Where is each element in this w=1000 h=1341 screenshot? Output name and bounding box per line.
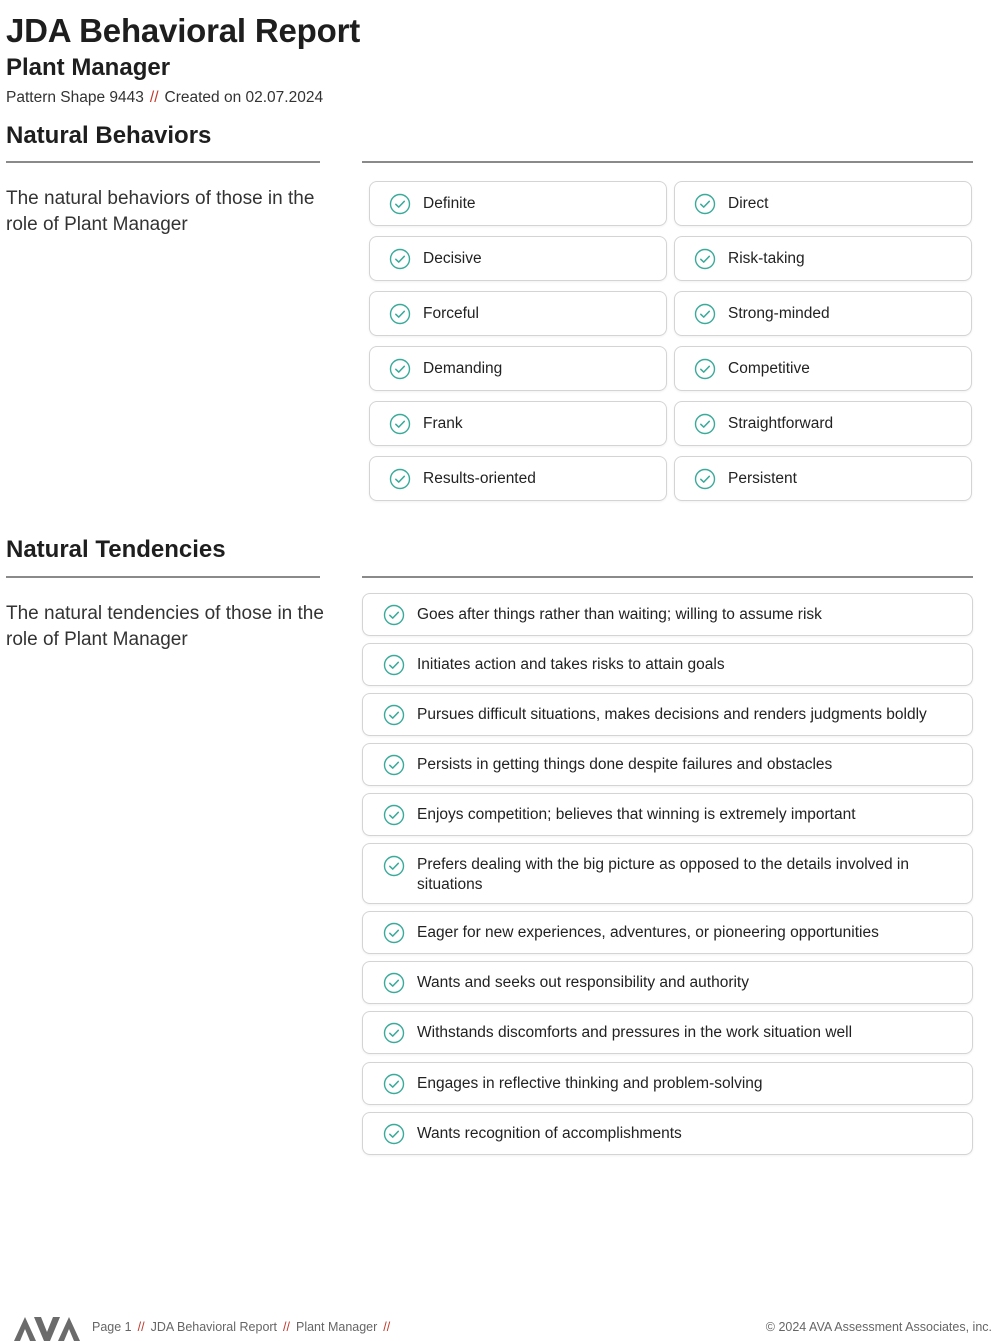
check-circle-icon <box>694 358 716 380</box>
tendency-label: Enjoys competition; believes that winning is extremely important <box>417 805 856 823</box>
tendency-card <box>362 961 973 1004</box>
behavior-card <box>674 401 972 446</box>
check-circle-icon <box>383 654 405 676</box>
check-circle-icon <box>389 248 411 270</box>
footer-role-name: Plant Manager <box>295 1320 378 1334</box>
behaviors-divider-right <box>362 161 973 163</box>
behavior-label: Demanding <box>423 359 503 377</box>
check-circle-icon <box>383 855 405 877</box>
check-circle-icon <box>389 303 411 325</box>
check-circle-icon <box>383 922 405 944</box>
tendencies-description: The natural tendencies of those in the role of Plant Manager <box>6 603 324 650</box>
check-circle-icon <box>694 193 716 215</box>
check-circle-icon <box>389 193 411 215</box>
tendency-card <box>362 911 973 954</box>
tendency-label: Eager for new experiences, adventures, or pioneering opportunities <box>417 923 879 941</box>
check-circle-icon <box>694 468 716 490</box>
tendency-card <box>362 693 973 736</box>
footer-breadcrumb <box>92 1320 396 1334</box>
check-circle-icon <box>389 358 411 380</box>
behavior-label: Results-oriented <box>423 469 536 487</box>
footer-page-number: Page 1 <box>92 1320 132 1334</box>
behavior-label: Strong-minded <box>728 304 830 322</box>
behavior-card <box>369 346 667 391</box>
check-circle-icon <box>694 248 716 270</box>
footer-report-name: JDA Behavioral Report <box>150 1320 278 1334</box>
behavior-card <box>674 236 972 281</box>
behavior-label: Forceful <box>423 304 479 322</box>
tendency-card <box>362 643 973 686</box>
tendency-card <box>362 593 973 636</box>
behavior-card <box>369 236 667 281</box>
tendency-card <box>362 1062 973 1105</box>
behavior-label: Straightforward <box>728 414 834 432</box>
check-circle-icon <box>383 1022 405 1044</box>
behavior-label: Competitive <box>728 359 810 377</box>
behavior-label: Definite <box>423 194 476 212</box>
check-circle-icon <box>694 303 716 325</box>
behavior-card <box>674 456 972 501</box>
footer-separator: // <box>383 1320 391 1334</box>
tendency-label: Pursues difficult situations, makes decisions and renders judgments boldly <box>417 705 927 723</box>
tendency-card <box>362 743 973 786</box>
tendency-label: Prefers dealing with the big picture as opposed to the details involved in situations <box>417 856 909 893</box>
behavior-label: Persistent <box>728 469 797 487</box>
behavior-label: Direct <box>728 194 769 212</box>
check-circle-icon <box>383 754 405 776</box>
check-circle-icon <box>383 1123 405 1145</box>
behaviors-description: The natural behaviors of those in the role of Plant Manager <box>6 188 315 235</box>
created-date: Created on 02.07.2024 <box>164 89 324 106</box>
page-footer <box>0 1310 1000 1341</box>
tendency-label: Initiates action and takes risks to attain goals <box>417 655 725 673</box>
check-circle-icon <box>389 468 411 490</box>
footer-separator: // <box>283 1320 290 1334</box>
check-circle-icon <box>383 972 405 994</box>
ava-logo-icon <box>14 1314 80 1341</box>
tendency-label: Goes after things rather than waiting; willing to assume risk <box>417 605 822 623</box>
tendency-label: Wants and seeks out responsibility and authority <box>417 973 749 991</box>
check-circle-icon <box>383 704 405 726</box>
report-header <box>6 10 360 108</box>
check-circle-icon <box>383 1073 405 1095</box>
behaviors-divider-left <box>6 161 320 163</box>
report-title: JDA Behavioral Report <box>6 12 360 49</box>
tendency-label: Engages in reflective thinking and problem-solving <box>417 1074 763 1092</box>
tendencies-divider-left <box>6 576 320 578</box>
meta-separator: // <box>149 89 159 106</box>
behavior-card <box>369 181 667 226</box>
tendency-card <box>362 1112 973 1155</box>
behavior-label: Frank <box>423 414 463 432</box>
tendency-label: Persists in getting things done despite failures and obstacles <box>417 755 833 773</box>
report-meta <box>6 88 360 108</box>
tendency-card <box>362 1011 973 1054</box>
check-circle-icon <box>389 413 411 435</box>
tendency-card <box>362 843 973 904</box>
behaviors-heading: Natural Behaviors <box>6 122 212 149</box>
tendency-label: Withstands discomforts and pressures in the work situation well <box>417 1023 853 1041</box>
check-circle-icon <box>694 413 716 435</box>
behavior-label: Risk-taking <box>728 249 805 267</box>
behavior-label: Decisive <box>423 249 482 267</box>
check-circle-icon <box>383 804 405 826</box>
behavior-card <box>674 346 972 391</box>
pattern-shape: Pattern Shape 9443 <box>6 89 144 106</box>
behavior-card <box>674 291 972 336</box>
behavior-card <box>369 456 667 501</box>
tendencies-divider-right <box>362 576 973 578</box>
role-title: Plant Manager <box>6 54 171 81</box>
footer-copyright: © 2024 AVA Assessment Associates, inc. <box>765 1320 992 1334</box>
behavior-card <box>369 291 667 336</box>
tendency-label: Wants recognition of accomplishments <box>417 1124 682 1142</box>
behavior-card <box>369 401 667 446</box>
tendencies-heading: Natural Tendencies <box>6 536 226 563</box>
tendency-card <box>362 793 973 836</box>
footer-separator: // <box>137 1320 145 1334</box>
behavior-card <box>674 181 972 226</box>
check-circle-icon <box>383 604 405 626</box>
